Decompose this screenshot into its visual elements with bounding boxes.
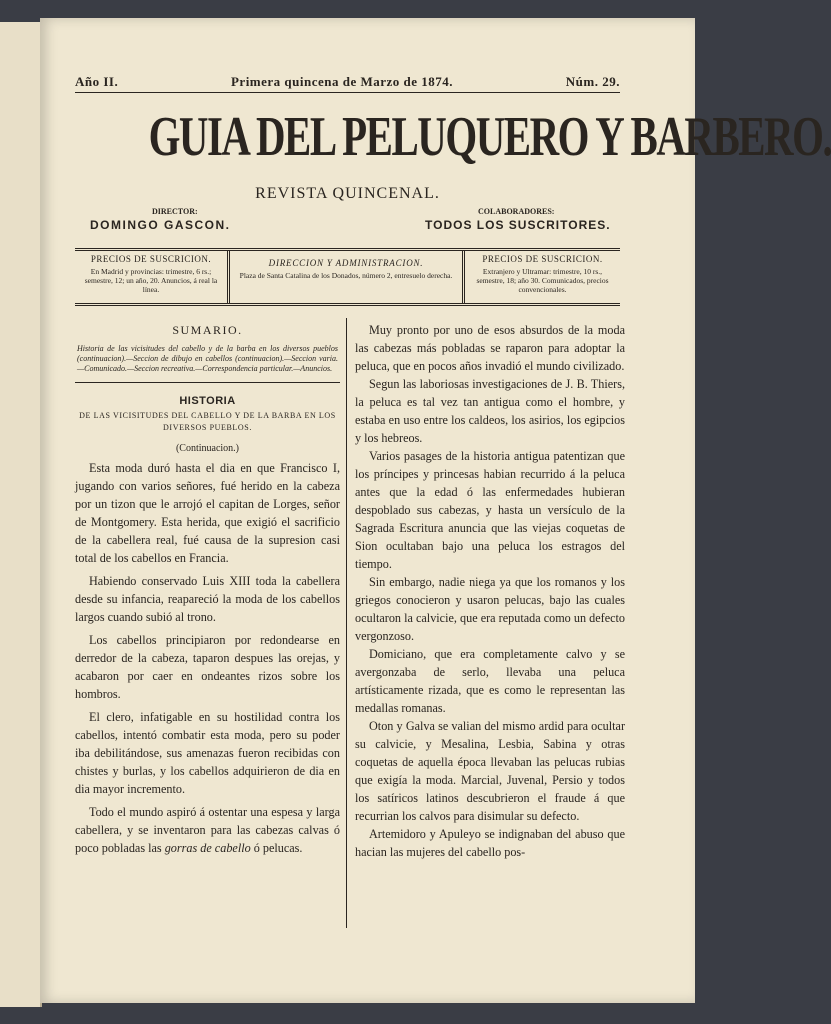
article-paragraph: Sin embargo, nadie niega ya que los romanos y los griegos conocieron y usaron pelucas, bajo las cuales ocultaron la calvicie, que era reputada como un defecto vergonzoso. — [355, 575, 625, 643]
administration-text: Plaza de Santa Catalina de los Donados, número 2, entresuelo derecha. — [239, 271, 453, 280]
domestic-prices — [75, 251, 230, 303]
article-paragraph: Muy pronto por uno de esos absurdos de la moda las cabezas más pobladas se raparon para adoptar la peluca, que en pocos años invadió el mundo civilizado. — [355, 323, 625, 373]
issue-number: Núm. 29. — [565, 74, 620, 89]
article-subtitle: DE LAS VICISITUDES DEL CABELLO Y DE LA BARBA EN LOS DIVERSOS PUEBLOS. — [79, 411, 336, 432]
top-rule — [75, 92, 620, 93]
domestic-prices-heading: PRECIOS DE SUSCRICION. — [90, 254, 212, 264]
italic-phrase: gorras de cabello — [164, 841, 251, 855]
director-label: DIRECTOR: — [152, 207, 198, 216]
left-column — [75, 321, 340, 857]
sumario-rule — [75, 382, 340, 383]
issue-date: Primera quincena de Marzo de 1874. — [230, 74, 454, 89]
continuation-note: (Continuacion.) — [175, 443, 240, 454]
collaborators-name: TODOS LOS SUSCRITORES. — [425, 218, 611, 232]
column-divider — [346, 318, 347, 928]
paragraph-text: Todo el mundo aspiró á ostentar una espesa y larga cabellera, y se inventaron para las cabezas calvas ó poco pobladas las — [75, 805, 340, 855]
administration-heading: DIRECCION Y ADMINISTRACION. — [268, 258, 424, 268]
article-paragraph: Segun las laboriosas investigaciones de J. B. Thiers, la peluca es tal vez tan antigua como el hombre, y estaba en uso entre los caldeos, los asirios, los egipcios y los hebreos. — [355, 377, 625, 445]
previous-page-edge — [0, 22, 42, 1007]
article-paragraph: El clero, infatigable en su hostilidad contra los cabellos, intentó combatir esta moda, pero su poder iba debilitándose, sus amenazas fueron recibidas con chistes y burlas, y los cabellos adquirieron de dia en dia mayor incremento. — [75, 710, 340, 796]
domestic-prices-text: En Madrid y provincias: trimestre, 6 rs.; semestre, 12; un año, 20. Anuncios, á real la línea. — [84, 267, 218, 294]
administration-address — [230, 251, 465, 303]
article-paragraph: Habiendo conservado Luis XIII toda la cabellera desde su infancia, reapareció la moda de los cabellos largos cuando subió al trono. — [75, 574, 340, 624]
newspaper-page — [40, 18, 831, 1003]
collaborators-label: COLABORADORES: — [478, 207, 555, 216]
masthead-title: GUIA DEL PELUQUERO Y BARBERO. — [148, 106, 831, 168]
subscription-info-box — [75, 248, 620, 306]
foreign-prices-heading: PRECIOS DE SUSCRICION. — [482, 254, 603, 264]
director-name: DOMINGO GASCON. — [90, 218, 231, 232]
issue-year: Año II. — [75, 74, 119, 89]
right-column — [355, 321, 625, 861]
article-paragraph: Los cabellos principiaron por redondearse en derredor de la cabeza, taparon despues las orejas, y acabaron por caer en ondeantes rizos sobre los hombros. — [75, 633, 340, 701]
article-paragraph: Esta moda duró hasta el dia en que Francisco I, jugando con varios señores, fué herido en la cabeza por un tizon que le arrojó el capitan de Lorges, señor de Montgomery. Esta herida, que exigió el sacrificio de la cabellera real, fué causa de la supresion casi total de los cabellos en Francia. — [75, 461, 340, 565]
paragraph-text-end: ó pelucas. — [250, 841, 303, 855]
issue-info-line — [75, 74, 620, 90]
foreign-prices-text: Extranjero y Ultramar: trimestre, 10 rs., semestre, 18; año 30. Comunicados, precios convencionales. — [476, 267, 609, 294]
article-paragraph: Artemidoro y Apuleyo se indignaban del abuso que hacian las mujeres del cabello pos- — [355, 827, 625, 859]
article-paragraph: Oton y Galva se valian del mismo ardid para ocultar su calvicie, y Mesalina, Lesbia, Sabina y otras coquetas de aquella época llevaban las pelucas rubias que exigía la moda. Marcial, Juvenal, Persio y todos los satíricos latinos descubrieron el fraude á que recurrian los calvos para disimular su defecto. — [355, 719, 625, 823]
foreign-prices — [465, 251, 620, 303]
article-title: HISTORIA — [179, 395, 236, 407]
sumario-text: Historia de las vicisitudes del cabello y de la barba en los diversos pueblos (continuacion).—Seccion de dibujo en cabellos (continuacion).—Seccion varia.—Comunicado.—Seccion recreativa.—Correspondencia particular.—Anuncios. — [77, 344, 338, 373]
article-paragraph: Varios pasages de la historia antigua patentizan que los príncipes y princesas habian recurrido á la peluca antes que la edad ó las enfermedades hubieran despoblado sus cabezas, y hasta un versículo de la Sagrada Escritura anuncia que las viejas coquetas de Sion ocultaban bajo una peluca los estragos del tiempo. — [355, 449, 625, 571]
article-paragraph: Domiciano, que era completamente calvo y se avergonzaba de serlo, llevaba una peluca artísticamente rizada, que es como le representan las medallas romanas. — [355, 647, 625, 715]
article-paragraph — [75, 803, 340, 857]
masthead-subtitle: REVISTA QUINCENAL. — [255, 185, 440, 202]
sumario-title: SUMARIO. — [172, 323, 243, 337]
